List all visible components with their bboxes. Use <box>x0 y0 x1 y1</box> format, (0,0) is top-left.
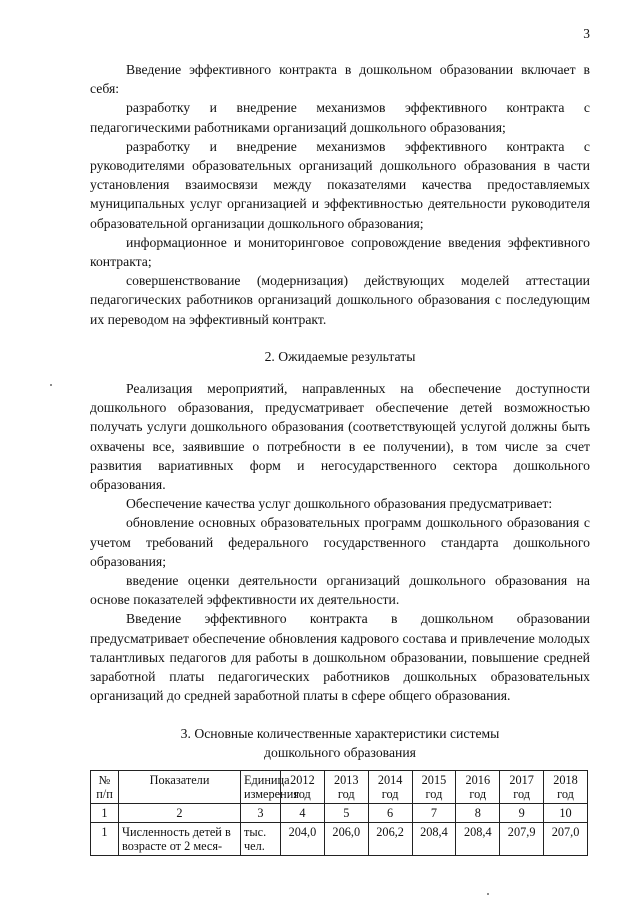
list-item: разработку и внедрение механизмов эффективного контракта с руководителями образовательных организаций дошкольного образования в части установления взаимосвязи между показателями качества предоставляемых муниципальных услуг организацией и эффективностью деятельности руководителя образовательной организации дошкольного образования; <box>90 138 590 231</box>
row-num: 1 <box>91 822 119 855</box>
list-item: разработку и внедрение механизмов эффективного контракта с педагогическими работниками организаций дошкольного образования; <box>90 100 590 135</box>
row-value: 206,0 <box>324 822 368 855</box>
table-title-line: дошкольного образования <box>264 744 416 760</box>
list-item: совершенствование (модернизация) действующих моделей аттестации педагогических работников организаций дошкольного образования с последующим их переводом на эффективный контракт. <box>90 273 590 327</box>
list-item: введение оценки деятельности организаций дошкольного образования на основе показателей эффективности их деятельности. <box>90 573 590 608</box>
row-value: 207,0 <box>544 822 588 855</box>
paragraph: Реализация мероприятий, направленных на обеспечение доступности дошкольного образования, предусматривает обеспечение детей возможностью получать услуги дошкольного образования (соответствующей услугой должны быть охвачены все, заявившие о потребности в ее получении), в том числе за счет развития вариативных форм и негосударственного сектора дошкольного образования. <box>90 381 590 493</box>
row-unit: тыс. чел. <box>241 822 281 855</box>
row-value: 207,9 <box>500 822 544 855</box>
column-number: 8 <box>456 803 500 822</box>
list-item: обновление основных образовательных программ дошкольного образования с учетом требований федерального государственного стандарта дошкольного образования; <box>90 515 590 569</box>
header-year: 2015 год <box>412 770 456 803</box>
row-indicator: Численность детей в возрасте от 2 меся- <box>119 822 241 855</box>
paragraph: Обеспечение качества услуг дошкольного образования предусматривает: <box>126 496 553 512</box>
header-year: 2013 год <box>324 770 368 803</box>
section-heading: 2. Ожидаемые результаты <box>264 348 416 364</box>
column-number: 10 <box>544 803 588 822</box>
list-item: информационное и мониторинговое сопровождение введения эффективного контракта; <box>90 234 590 270</box>
characteristics-table <box>90 770 588 856</box>
row-value: 208,4 <box>412 822 456 855</box>
column-number: 3 <box>241 803 281 822</box>
header-year: 2014 год <box>368 770 412 803</box>
paragraph: Введение эффективного контракта в дошкольном образовании предусматривает обеспечение обновления кадрового состава и привлечение молодых талантливых педагогов для работы в дошкольном образовании, повышение средней заработной платы педагогических работников дошкольных образовательных организаций до средней заработной платы в сфере общего образования. <box>90 611 590 704</box>
page-number: 3 <box>583 26 590 41</box>
table-header-row <box>91 770 588 803</box>
header-year: 2018 год <box>544 770 588 803</box>
scan-speck <box>487 893 489 895</box>
column-number: 7 <box>412 803 456 822</box>
column-number: 1 <box>91 803 119 822</box>
column-number: 6 <box>368 803 412 822</box>
row-value: 208,4 <box>456 822 500 855</box>
header-year: 2017 год <box>500 770 544 803</box>
header-num: № п/п <box>91 770 119 803</box>
row-value: 206,2 <box>368 822 412 855</box>
paragraph: Введение эффективного контракта в дошкольном образовании включает в себя: <box>90 62 590 97</box>
table-row <box>91 822 588 855</box>
column-number: 2 <box>119 803 241 822</box>
scan-speck <box>50 384 52 386</box>
column-number: 4 <box>281 803 325 822</box>
header-year: 2016 год <box>456 770 500 803</box>
column-number: 5 <box>324 803 368 822</box>
row-value: 204,0 <box>281 822 325 855</box>
table-title-line: 3. Основные количественные характеристики системы <box>180 725 500 741</box>
header-unit: Единица измерения <box>241 770 281 803</box>
document-body <box>90 60 590 856</box>
header-year: 2012 год <box>281 770 325 803</box>
column-number: 9 <box>500 803 544 822</box>
header-indicator: Показатели <box>119 770 241 803</box>
table-title <box>90 724 590 762</box>
column-number-row <box>91 803 588 822</box>
